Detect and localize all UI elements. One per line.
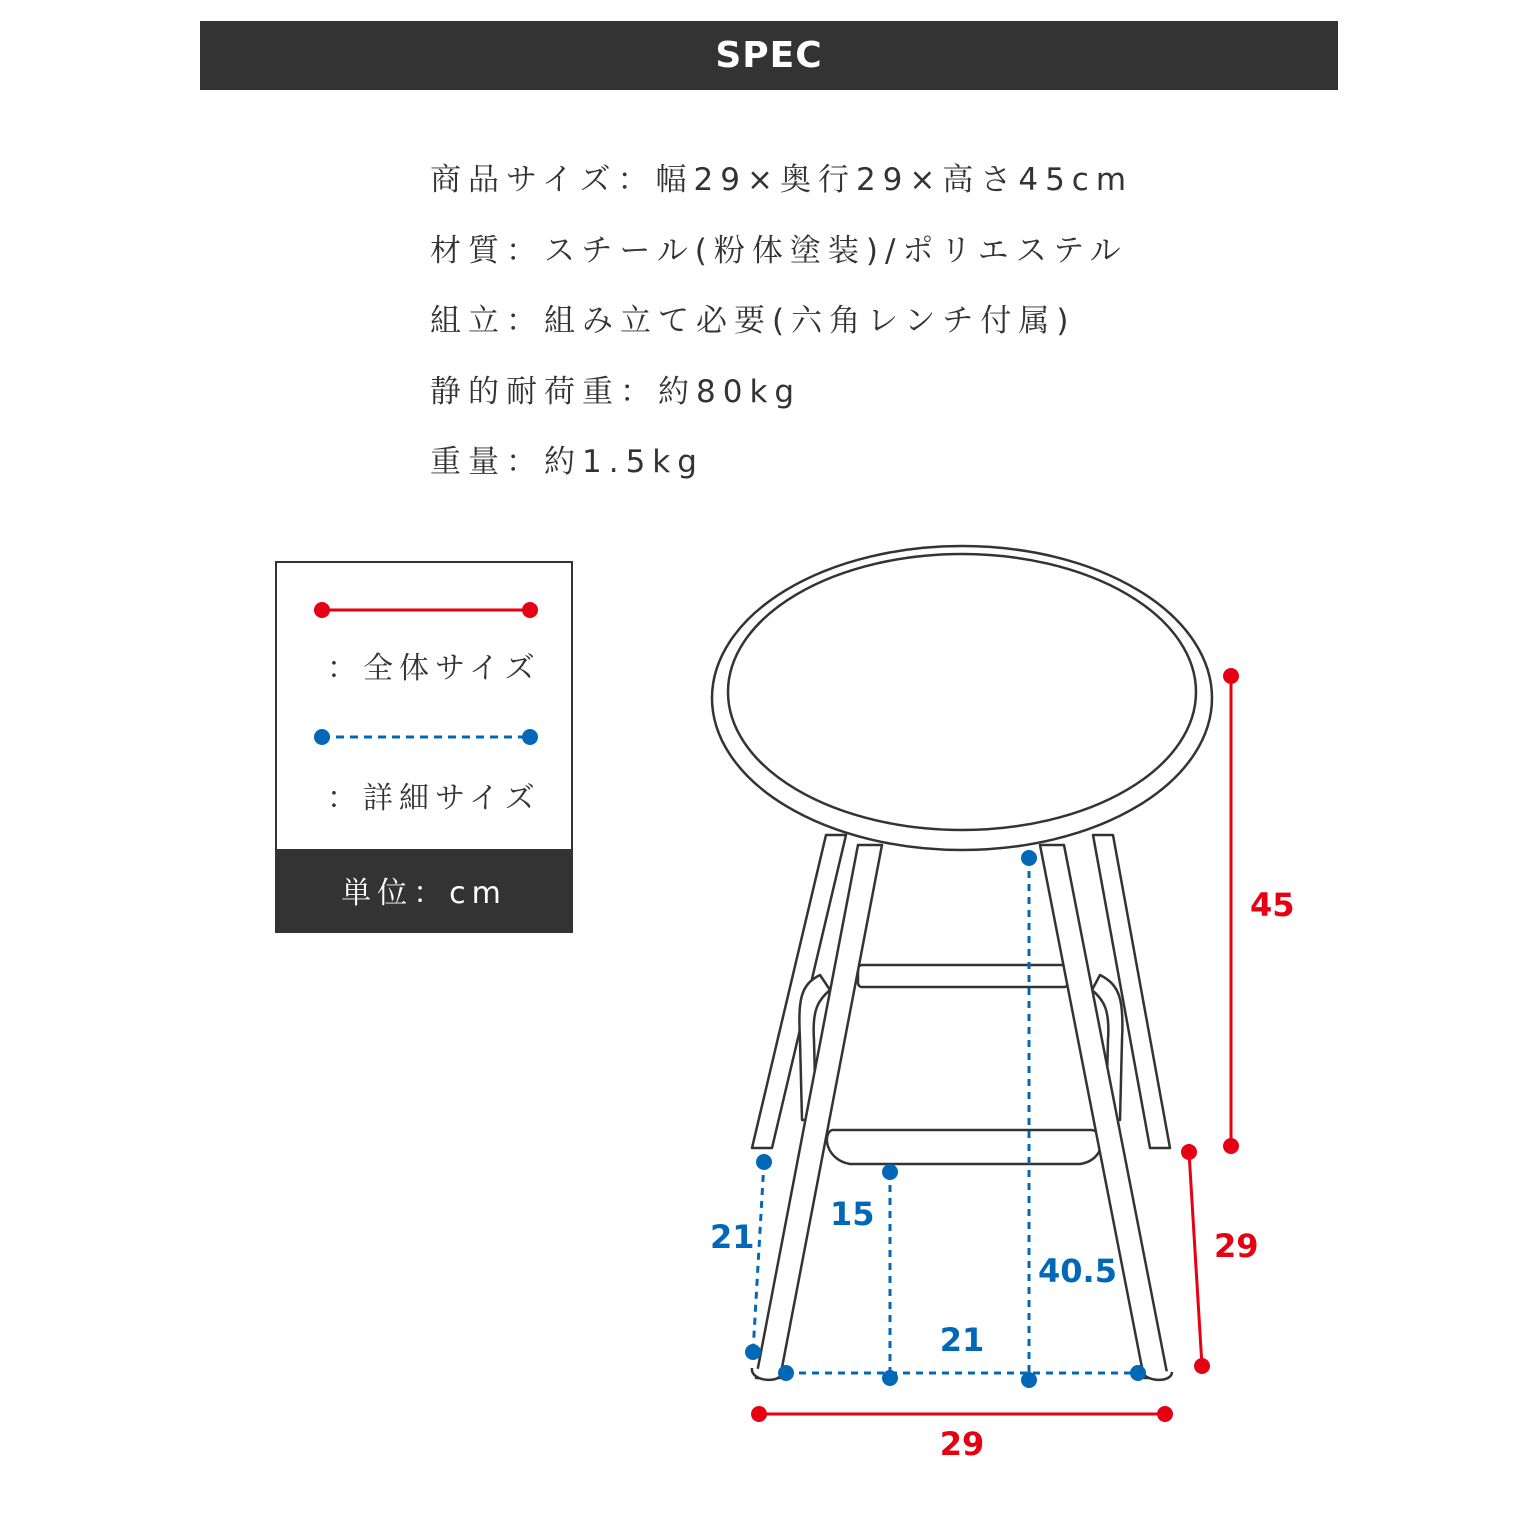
overall-width-line xyxy=(751,1406,1173,1422)
spec-product-size: 商品サイズ：幅29×奥行29×高さ45cm xyxy=(430,162,1134,198)
overall-depth-label: 29 xyxy=(1214,1227,1259,1265)
overall-depth-line xyxy=(1181,1144,1210,1374)
stool-seat-top xyxy=(728,554,1196,830)
detail-seat-label: 40.5 xyxy=(1038,1252,1117,1290)
stool-drawing xyxy=(712,546,1212,1380)
overall-height-label: 45 xyxy=(1250,886,1295,924)
spec-material: 材質：スチール(粉体塗装)/ポリエステル xyxy=(430,232,1128,269)
stool-shelf-front-bar xyxy=(858,965,1068,987)
overall-height-line xyxy=(1223,668,1239,1154)
detail-shelf-label: 15 xyxy=(830,1195,875,1233)
detail-footrest-label: 21 xyxy=(710,1218,755,1256)
spec-assembly: 組立：組み立て必要(六角レンチ付属) xyxy=(430,303,1076,339)
legend-unit-label: 単位：cm xyxy=(277,849,571,931)
spec-title: SPEC xyxy=(715,35,823,76)
legend-detail-label: ：詳細サイズ xyxy=(327,781,541,816)
legend-overall-label: ：全体サイズ xyxy=(327,651,541,686)
overall-width-label: 29 xyxy=(939,1425,985,1463)
spec-weight: 重量：約1.5kg xyxy=(430,444,704,480)
detail-footrest-line xyxy=(753,1162,764,1352)
stool-footrest-bar xyxy=(827,1130,1101,1164)
detail-leg-width-label: 21 xyxy=(939,1321,985,1359)
spec-load-capacity: 静的耐荷重：約80kg xyxy=(430,373,802,410)
